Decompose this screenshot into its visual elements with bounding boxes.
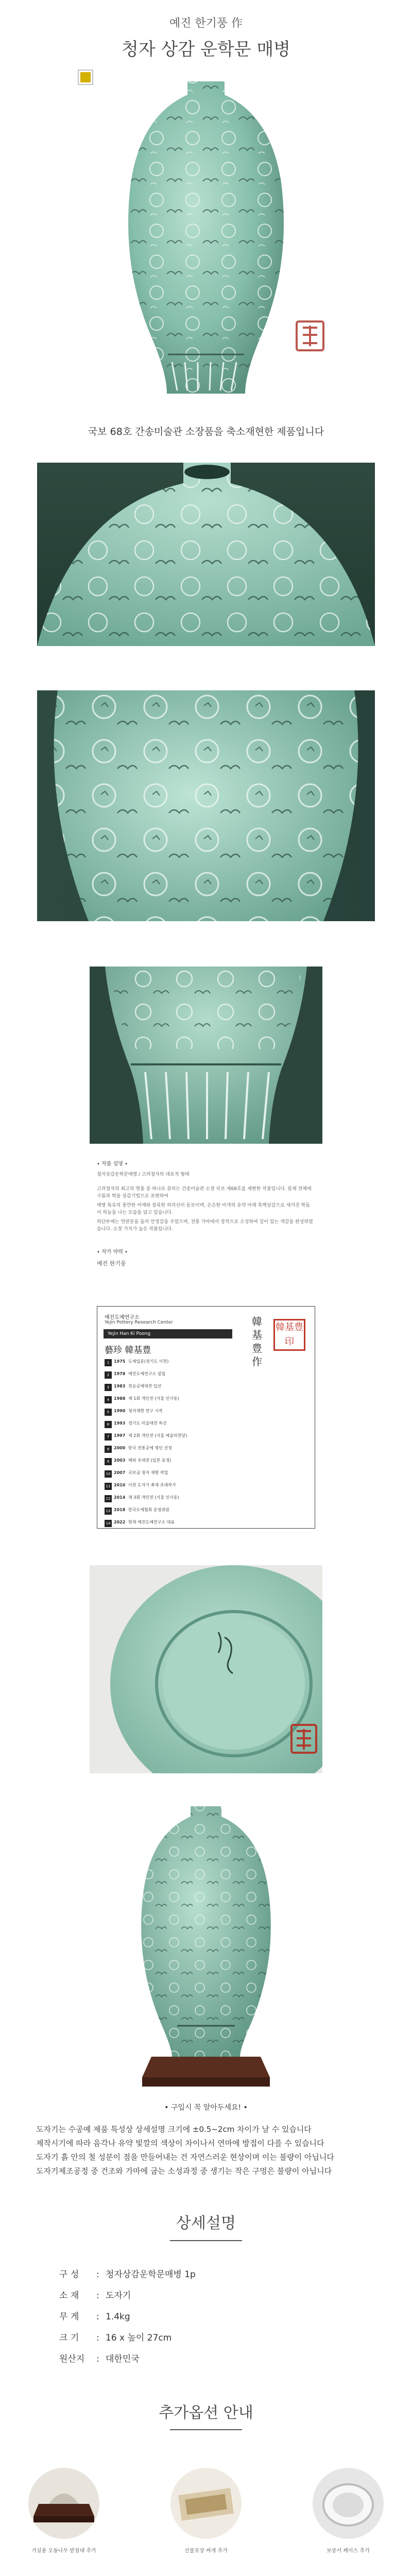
history-number: 4 <box>105 1396 112 1403</box>
notice-line: 도자기제조공정 중 건조와 가마에 굽는 소성과정 중 생기는 작은 구멍은 불량이 아닙니다 <box>36 2166 332 2176</box>
spec-value: 1.4kg <box>106 2312 130 2322</box>
product-description-document <box>97 1159 313 1267</box>
spec-colon: : <box>96 2312 99 2322</box>
option-image <box>28 2468 99 2539</box>
spec-row <box>59 2285 368 2307</box>
history-year: 2014 <box>114 1495 126 1500</box>
history-text: 예진도예연구소 설립 <box>128 1371 166 1376</box>
history-number: 7 <box>105 1433 112 1440</box>
spec-row <box>59 2349 368 2370</box>
history-year: 2000 <box>114 1446 126 1450</box>
history-row <box>105 1470 244 1483</box>
vase-base-photo <box>90 1565 322 1773</box>
history-number: 6 <box>105 1421 112 1428</box>
history-number: 1 <box>105 1359 112 1366</box>
vase-foot-photo <box>90 967 322 1144</box>
description-paragraph: 매병 특유의 풍만한 어깨와 잘록한 허리선이 돋보이며, 은은한 비색의 유약 아래 흑백상감으로 새겨진 학들이 하늘을 나는 모습을 담고 있습니다. <box>97 1203 310 1215</box>
history-number: 3 <box>105 1384 112 1391</box>
spec-value: 청자상감운학문매병 1p <box>106 2269 196 2280</box>
spec-key: 크 기 <box>59 2333 79 2343</box>
spec-row <box>59 2328 368 2349</box>
history-row <box>105 1409 244 1421</box>
history-text: 이천 도자기 축제 초대작가 <box>128 1483 176 1487</box>
history-year: 1990 <box>114 1409 126 1413</box>
history-year: 2010 <box>114 1483 126 1487</box>
spec-list <box>59 2264 368 2370</box>
spec-value: 도자기 <box>106 2291 131 2301</box>
option-item-wood-stand[interactable] <box>25 2468 102 2554</box>
spec-key: 무 게 <box>59 2312 79 2322</box>
certificate-institute-en: Yejin Pottery Research Center <box>105 1320 173 1325</box>
history-row <box>105 1371 244 1384</box>
spec-key: 구 성 <box>59 2269 79 2280</box>
history-number: 14 <box>105 1520 112 1527</box>
artist-section-header: • 작가 약력 • <box>97 1249 128 1255</box>
history-row <box>105 1520 244 1532</box>
product-caption: 국보 68호 간송미술관 소장품을 축소재현한 제품입니다 <box>88 426 324 437</box>
history-number: 9 <box>105 1458 112 1465</box>
option-image <box>313 2468 384 2539</box>
history-number: 8 <box>105 1446 112 1453</box>
history-row <box>105 1507 244 1520</box>
history-text: 해외 초대전 (일본 동경) <box>128 1458 171 1463</box>
options-section-title: 추가옵션 안내 <box>159 2404 253 2422</box>
spec-value: 대한민국 <box>106 2354 140 2364</box>
product-title: 청자 상감 운학문 매병 <box>121 39 291 60</box>
notice-line: 도자기는 수공예 제품 특성상 상세설명 크기에 ±0.5~2cm 차이가 날 수 있습니다 <box>36 2125 312 2134</box>
spec-row <box>59 2264 368 2285</box>
history-row <box>105 1458 244 1470</box>
spec-colon: : <box>96 2269 99 2280</box>
spec-key: 원산지 <box>59 2354 85 2364</box>
history-number: 5 <box>105 1409 112 1416</box>
history-text: 현재 예진도예연구소 대표 <box>128 1520 175 1524</box>
spec-key: 소 재 <box>59 2291 79 2301</box>
certificate-institute: 예진도예연구소 <box>105 1315 140 1320</box>
history-row <box>105 1359 244 1371</box>
option-item-certificate-case[interactable] <box>310 2468 387 2554</box>
artist-name: 예진 한기풍 <box>97 1260 126 1267</box>
certificate-artist-name: 藝珍 韓基豊 <box>105 1345 151 1355</box>
option-label: 선물포장 싸개 추가 <box>184 2548 228 2554</box>
certificate-calligraphy: 韓基豊作 <box>252 1315 262 1368</box>
artist-brand: 예진 한기풍 作 <box>169 17 243 30</box>
history-year: 2022 <box>114 1520 126 1524</box>
vase-display-photo <box>90 1799 322 2090</box>
history-year: 2003 <box>114 1458 126 1463</box>
description-section-header: • 작품 설명 • <box>97 1161 128 1167</box>
history-year: 1993 <box>114 1421 126 1426</box>
history-number: 12 <box>105 1495 112 1502</box>
history-row <box>105 1421 244 1433</box>
history-year: 1997 <box>114 1433 126 1438</box>
history-text: 청자재현 연구 시작 <box>128 1409 163 1413</box>
history-text: 제 1회 개인전 (서울 인사동) <box>128 1396 179 1401</box>
spec-colon: : <box>96 2354 99 2364</box>
description-subtitle: 청자상감운학문매병 / 고려청자의 대표적 형태 <box>97 1172 190 1177</box>
spec-section-title: 상세설명 <box>176 2214 236 2232</box>
spec-value: 16 x 높이 27cm <box>106 2333 172 2343</box>
history-row <box>105 1446 244 1458</box>
options-divider <box>170 2429 242 2430</box>
vase-full-photo <box>74 66 338 410</box>
history-row <box>105 1396 244 1409</box>
artist-certificate <box>97 1306 315 1529</box>
history-year: 2018 <box>114 1507 126 1512</box>
notice-line: 제작시기에 따라 음각나 유약 빛깔의 색상이 차이나서 연마에 방접이 다를 수 있습니다 <box>36 2139 324 2148</box>
history-row <box>105 1483 244 1495</box>
history-text: 한국 전통공예 명인 선정 <box>128 1446 172 1450</box>
certificate-history-list <box>105 1359 244 1532</box>
spec-colon: : <box>96 2291 99 2301</box>
option-label: 거실용 오동나무 받침대 추가 <box>31 2548 96 2554</box>
history-number: 2 <box>105 1371 112 1379</box>
history-row <box>105 1433 244 1446</box>
option-image <box>170 2468 242 2539</box>
option-label: 보증서 케이스 추가 <box>327 2548 370 2554</box>
history-year: 1978 <box>114 1371 126 1376</box>
notice-line: 도자기 흙 안의 철 성분이 점을 만들어내는 건 자연스러운 현상이며 이는 불량이 아닙니다 <box>36 2153 334 2162</box>
history-number: 10 <box>105 1470 112 1478</box>
history-row <box>105 1495 244 1507</box>
history-year: 2007 <box>114 1470 126 1475</box>
history-year: 1975 <box>114 1359 126 1364</box>
history-number: 11 <box>105 1483 112 1490</box>
certificate-name-bar: Yejin Han Ki Poong <box>104 1329 232 1338</box>
purchase-notice-title: • 구입시 꼭 알아두세요! • <box>164 2104 248 2112</box>
spec-divider <box>170 2240 242 2241</box>
purchase-notice-body <box>36 2123 386 2178</box>
history-text: 국보급 청자 재현 작업 <box>128 1470 168 1475</box>
certificate-seal-stamp: 韓基豊印 <box>273 1319 305 1351</box>
history-text: 제 2회 개인전 (서울 예술의전당) <box>128 1433 187 1438</box>
history-number: 13 <box>105 1507 112 1515</box>
history-text: 한국도예협회 운영위원 <box>128 1507 169 1512</box>
history-text: 도예입문(경기도 이천) <box>128 1359 169 1364</box>
vase-body-photo <box>37 690 375 921</box>
history-text: 전승공예대전 입선 <box>128 1384 162 1388</box>
vase-shoulder-photo <box>37 463 375 646</box>
history-year: 1988 <box>114 1396 126 1401</box>
description-paragraph: 하단부에는 연판문을 둘러 안정감을 주었으며, 전통 가마에서 장작으로 소성하여 깊이 있는 색감을 완성하였습니다. 소장 가치가 높은 작품입니다. <box>97 1219 313 1232</box>
history-year: 1983 <box>114 1384 126 1388</box>
history-text: 경기도 미술대전 특선 <box>128 1421 167 1426</box>
history-text: 제 3회 개인전 (서울 인사동) <box>128 1495 179 1500</box>
option-item-wrapping[interactable] <box>167 2468 245 2554</box>
history-row <box>105 1384 244 1396</box>
description-paragraph: 고려청자의 최고의 명품 중 하나로 꼽히는 간송미술관 소장 국보 제68호를 재현한 작품입니다. 몸체 전체에 구름과 학을 상감기법으로 표현하여 <box>97 1187 312 1199</box>
spec-colon: : <box>96 2333 99 2343</box>
spec-row <box>59 2307 368 2328</box>
